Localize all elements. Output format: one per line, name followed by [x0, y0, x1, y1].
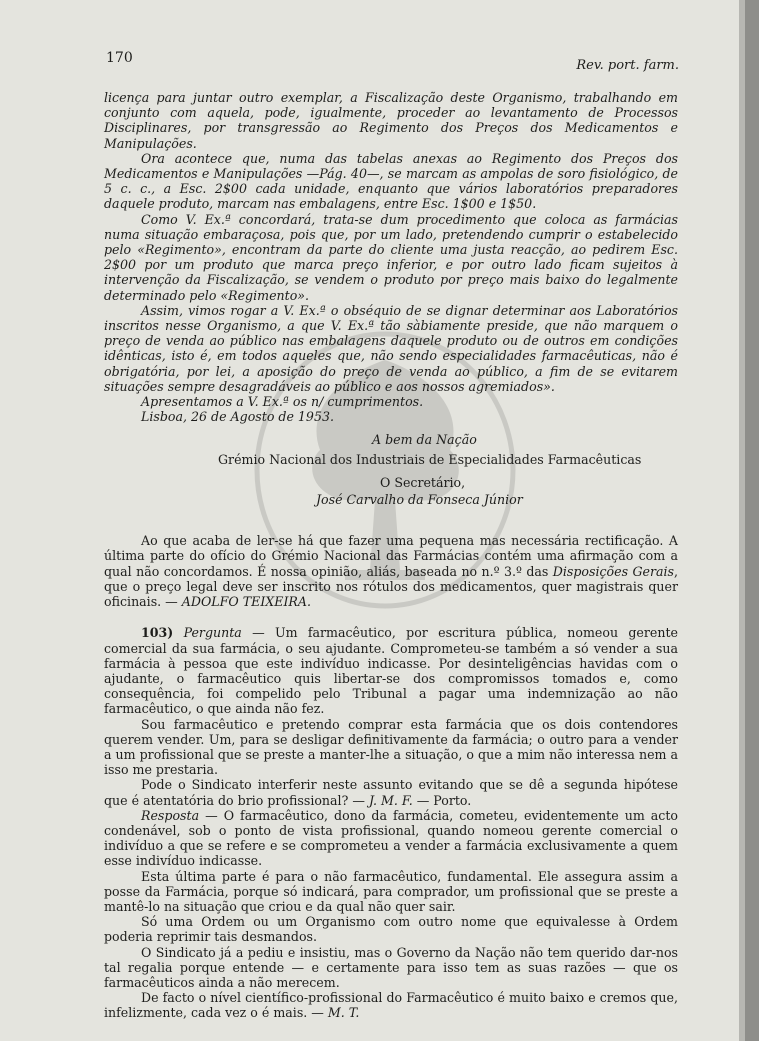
question-number: 103)	[141, 625, 174, 641]
answer-paragraph: Só uma Ordem ou um Organismo com outro nome que equivalesse à Ordem poderia reprimir tais desmandos.	[104, 914, 678, 945]
letter-role: O Secretário,	[380, 474, 466, 490]
answer-label: Resposta	[141, 807, 200, 823]
comment-text: , que o preço legal deve ser inscrito nos rótulos dos medicamentos, quer magistrais quer oficinais. —	[104, 563, 679, 610]
editorial-comment	[104, 533, 678, 609]
letter-paragraph: licença para juntar outro exemplar, a Fiscalização deste Organismo, trabalhando em conjunto com aquela, pode, igualmente, proceder ao levantamento de Processos Disciplinares, por transgressão ao Regimento dos Preços dos Medicamentos e Manipulações.	[104, 90, 678, 151]
letter-organization: Grémio Nacional dos Industriais de Especialidades Farmacêuticas	[218, 451, 642, 467]
comment-author: ADOLFO TEIXEIRA.	[181, 594, 312, 610]
comment-text: Ao que acaba de ler-se há que fazer uma pequena mas necessária rectificação. A última parte do ofício do Grémio Nacional das Farmácias contém uma afirmação com a qual não concordamos. É nossa opinião, aliás, baseada no n.º 3.º das	[104, 533, 678, 579]
letter-greeting: Apresentamos a V. Ex.ª os n/ cumprimentos.	[141, 394, 424, 410]
letter-signatory: José Carvalho da Fonseca Júnior	[316, 492, 523, 508]
answer-paragraph	[104, 808, 678, 869]
letter-date: Lisboa, 26 de Agosto de 1953.	[141, 409, 334, 425]
question-paragraph: Sou farmacêutico e pretendo comprar esta farmácia que os dois contendores querem vender. Um, para se desligar definitivamente da farmácia; o outro para a vender a um profissional que se preste a manter-lhe a situação, o que a mim não interessa nem a isso me prestaria.	[104, 716, 678, 778]
question-label: Pergunta	[183, 625, 242, 641]
question-text: — Um farmacêutico, por escritura pública, nomeou gerente comercial da sua farmácia, o seu ajudante. Comprometeu-se também a só vender a sua farmácia à pessoa que este indivíduo indicasse. Por desinteligências havidas com o ajudante, o farmacêutico quis libertar-se dos compromissos tomados e, como consequência, foi compelido pelo Tribunal a pagar uma indemnização ao não farmacêutico, o que ainda não fez.	[104, 625, 678, 717]
answer-paragraph	[104, 990, 678, 1020]
question-text: Pode o Sindicato interferir neste assunto evitando que se dê a segunda hipótese que é atentatória do brio profissional? —	[104, 777, 678, 808]
page-number: 170	[106, 50, 133, 66]
question-paragraph	[104, 625, 678, 716]
answer-text: — O farmacêutico, dono da farmácia, cometeu, evidentemente um acto condenável, sob o ponto de vista profissional, quando nomeou gerente comercial o indivíduo a que se refere e se comprometeu a vender a farmácia exclusivamente a quem esse indivíduo indicasse.	[104, 807, 678, 869]
comment-emphasis: Disposições Gerais	[552, 563, 674, 579]
answer-paragraph: Esta última parte é para o não farmacêutico, fundamental. Ele assegura assim a posse da Farmácia, porque só indicará, para comprador, um profissional que se preste a mantê-lo na situação que criou e da qual não quer sair.	[104, 868, 678, 914]
letter-paragraph: Assim, vimos rogar a V. Ex.ª o obséquio de se dignar determinar aos Laboratórios inscritos nesse Organismo, a que V. Ex.ª tão sàbiamente preside, que não marquem o preço de venda ao público nas embalagens daquele produto ou de outros em condições idênticas, isto é, em todos aqueles que, não sendo especialidades farmacêuticas, não é obrigatória, por lei, a aposição do preço de venda ao público, a fim de se evitarem situações sempre desagradáveis ao público e aos nossos agremiados».	[104, 302, 678, 394]
letter-paragraph: Como V. Ex.ª concordará, trata-se dum procedimento que coloca as farmácias numa situação embaraçosa, pois que, por um lado, pretendendo cumprir o estabelecido pelo «Regimento», encontram da parte do cliente uma justa reacção, ao pedirem Esc. 2$00 por um produto que marca preço inferior, e por outro lado ficam sujeitos à intervenção da Fiscalização, se vendem o produto por preço mais baixo do legalmente determinado pelo «Regimento».	[104, 211, 678, 303]
scanner-edge	[745, 0, 759, 1041]
answer-paragraph: O Sindicato já a pediu e insistiu, mas o Governo da Nação não tem querido dar-nos tal regalia porque entende — e certamente para isso tem as suas razões — que os farmacêuticos ainda a não merecem.	[104, 944, 678, 990]
running-header: Rev. port. farm.	[576, 58, 679, 73]
question-paragraph	[104, 777, 678, 807]
question-signature: J. M. F.	[368, 792, 413, 808]
answer-signature: M. T.	[327, 1005, 360, 1021]
answer-text: De facto o nível científico-profissional do Farmacêutico é muito baixo e cremos que, infelizmente, cada vez o é mais. —	[104, 990, 678, 1021]
question-place: — Porto.	[412, 792, 472, 808]
letter-paragraph: Ora acontece que, numa das tabelas anexas ao Regimento dos Preços dos Medicamentos e Manipulações —Pág. 40—, se marcam as ampolas de soro fisiológico, de 5 c. c., a Esc. 2$00 cada unidade, enquanto que vários laboratórios preparadores daquele produto, marcam nas embalagens, entre Esc. 1$00 e 1$50.	[104, 150, 678, 212]
page-body	[104, 90, 678, 1021]
letter-closing: A bem da Nação	[372, 432, 477, 448]
